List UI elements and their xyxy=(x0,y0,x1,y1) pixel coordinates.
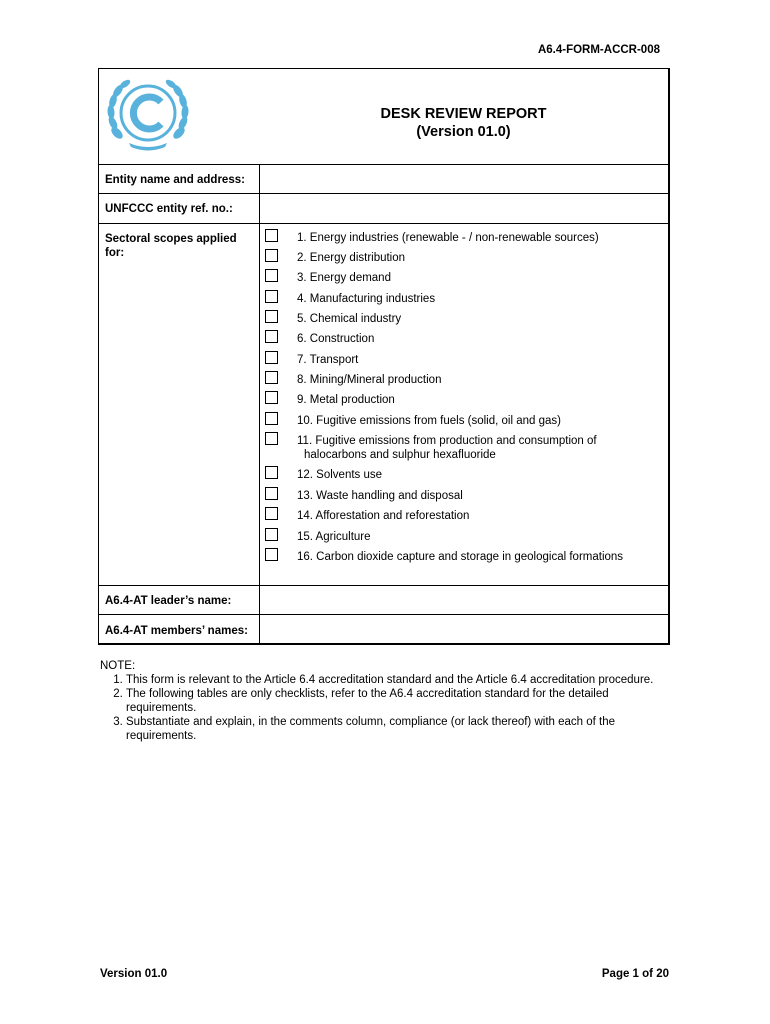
scope-item xyxy=(265,466,660,482)
scope-checkbox[interactable] xyxy=(265,507,278,520)
notes-list xyxy=(100,673,680,743)
scope-label: 9. Metal production xyxy=(297,394,395,406)
title-line-2: (Version 01.0) xyxy=(416,124,511,140)
scope-item xyxy=(265,432,660,462)
sectoral-scopes-label-line-2: for: xyxy=(105,247,125,259)
scope-item xyxy=(265,528,660,544)
scope-checkbox[interactable] xyxy=(265,310,278,323)
scope-label: 12. Solvents use xyxy=(297,469,383,481)
note-item: 1. This form is relevant to the Article 6.4 accreditation standard and the Article 6.4 accreditation procedure. xyxy=(126,673,680,687)
note-item: 3. Substantiate and explain, in the comments column, compliance (or lack thereof) with each of the requirements. xyxy=(126,715,680,743)
scope-checkbox[interactable] xyxy=(265,432,278,445)
leader-name-label: A6.4-AT leader’s name: xyxy=(105,595,232,607)
scope-item xyxy=(265,249,660,265)
scope-item xyxy=(265,371,660,387)
scope-checkbox[interactable] xyxy=(265,249,278,262)
divider xyxy=(99,614,668,615)
scope-item xyxy=(265,330,660,346)
scope-label: 2. Energy distribution xyxy=(297,252,406,264)
scope-item xyxy=(265,229,660,245)
scope-label: 1. Energy industries (renewable - / non-renewable sources) xyxy=(297,232,599,244)
unfccc-logo xyxy=(105,75,191,151)
scope-checkbox[interactable] xyxy=(265,351,278,364)
notes-section xyxy=(100,659,680,743)
scope-label-line-1: 11. Fugitive emissions from production and consumption of xyxy=(297,435,597,447)
scope-checkbox[interactable] xyxy=(265,412,278,425)
scope-item xyxy=(265,412,660,428)
divider xyxy=(99,164,668,165)
entity-name-label: Entity name and address: xyxy=(105,174,245,186)
scope-label: 16. Carbon dioxide capture and storage in geological formations xyxy=(297,551,624,563)
report-header-table xyxy=(98,68,670,645)
scope-item xyxy=(265,351,660,367)
footer-version: Version 01.0 xyxy=(100,968,168,980)
title-line-1: DESK REVIEW REPORT xyxy=(380,106,547,122)
scope-item xyxy=(265,310,660,326)
scope-label: 4. Manufacturing industries xyxy=(297,293,436,305)
scope-item xyxy=(265,290,660,306)
scope-label xyxy=(297,434,597,462)
scope-label-line-2: halocarbons and sulphur hexafluoride xyxy=(304,449,496,461)
members-names-label: A6.4-AT members’ names: xyxy=(105,625,248,637)
divider xyxy=(99,193,668,194)
scope-label: 15. Agriculture xyxy=(297,531,371,543)
scope-label: 13. Waste handling and disposal xyxy=(297,490,463,502)
scope-checkbox[interactable] xyxy=(265,269,278,282)
scope-checkbox[interactable] xyxy=(265,548,278,561)
report-title xyxy=(259,105,668,141)
footer-page-number: Page 1 of 20 xyxy=(601,968,669,980)
notes-heading: NOTE: xyxy=(100,660,136,672)
scope-item xyxy=(265,507,660,523)
scope-item xyxy=(265,487,660,503)
sectoral-scopes-label-line-1: Sectoral scopes applied xyxy=(105,233,237,245)
scope-item xyxy=(265,269,660,285)
scope-label: 8. Mining/Mineral production xyxy=(297,374,442,386)
scope-label: 3. Energy demand xyxy=(297,272,391,284)
divider xyxy=(99,223,668,224)
entity-ref-label: UNFCCC entity ref. no.: xyxy=(105,203,233,215)
scope-checkbox[interactable] xyxy=(265,229,278,242)
scope-label: 10. Fugitive emissions from fuels (solid, oil and gas) xyxy=(297,415,561,427)
scope-checkbox[interactable] xyxy=(265,391,278,404)
scope-label: 14. Afforestation and reforestation xyxy=(297,510,470,522)
scope-checkbox[interactable] xyxy=(265,371,278,384)
scope-checkbox[interactable] xyxy=(265,290,278,303)
column-divider xyxy=(259,164,260,643)
scope-label: 7. Transport xyxy=(297,354,359,366)
scope-checkbox[interactable] xyxy=(265,466,278,479)
scope-checkbox[interactable] xyxy=(265,528,278,541)
divider xyxy=(99,585,668,586)
form-code: A6.4-FORM-ACCR-008 xyxy=(537,44,660,56)
scope-item xyxy=(265,548,660,564)
sectoral-scopes-label xyxy=(105,232,237,260)
scope-label: 5. Chemical industry xyxy=(297,313,402,325)
scope-item xyxy=(265,391,660,407)
scope-label: 6. Construction xyxy=(297,333,375,345)
note-item: 2. The following tables are only checklists, refer to the A6.4 accreditation standard for the detailed requirements. xyxy=(126,687,680,715)
scope-checkbox[interactable] xyxy=(265,487,278,500)
scope-checkbox[interactable] xyxy=(265,330,278,343)
